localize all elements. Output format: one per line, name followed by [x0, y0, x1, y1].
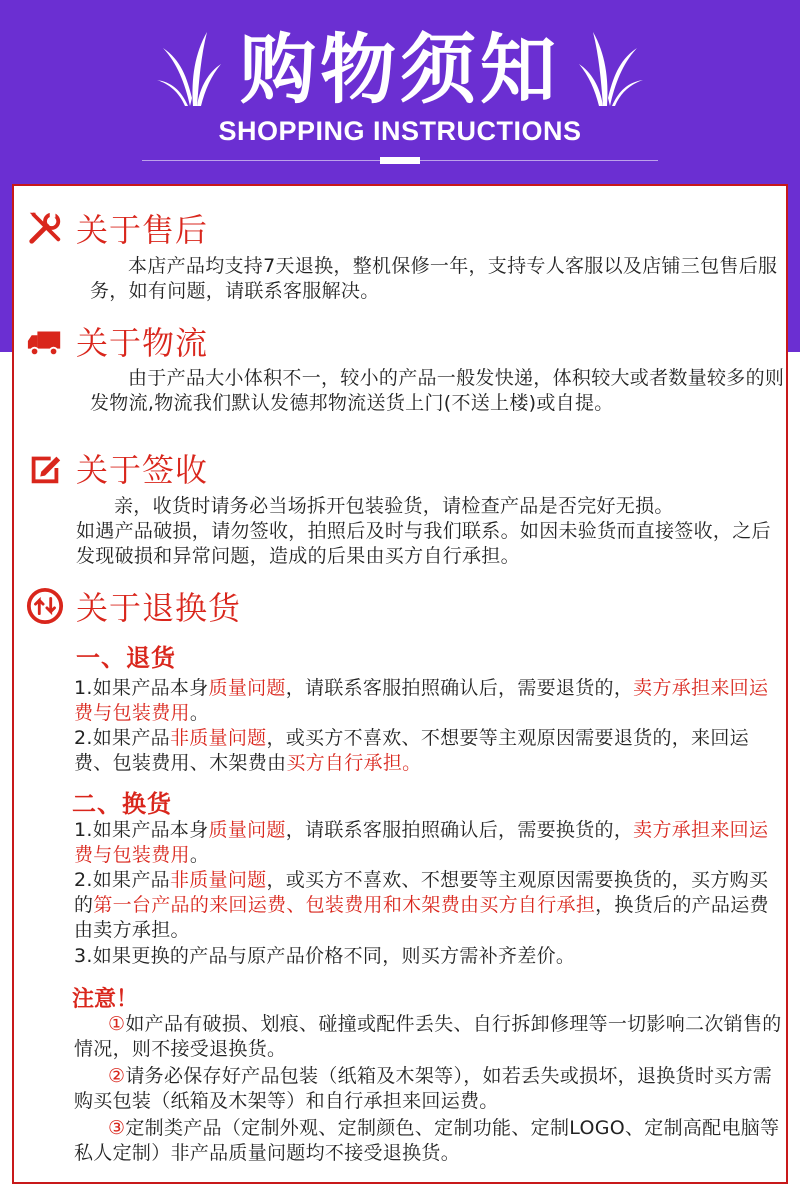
edit-sign-icon [26, 449, 64, 487]
notice-item-3: ③定制类产品（定制外观、定制颜色、定制功能、定制LOGO、定制高配电脑等私人定制）非产品质量问题均不接受退换货。 [74, 1117, 780, 1164]
refund-title: 一、退货 [76, 644, 176, 672]
notice-title: 注意！ [72, 987, 139, 1012]
page-title: 购物须知 [240, 25, 560, 114]
notice-item-2: ②请务必保存好产品包装（纸箱及木架等），如若丢失或损坏，退换货时买方需购买包装（纸箱及木架等）和自行承担来回运费。 [74, 1065, 773, 1112]
signing-text: 亲，收货时请务必当场拆开包装验货，请检查产品是否完好无损。 如遇产品破损，请勿签收，拍照后及时与我们联系。如因未验货而直接签收，之后发现破损和异常问题，造成的后果由买方自行承担。 [76, 495, 771, 567]
section-returns-title: 关于退换货 [76, 589, 242, 627]
wrench-screwdriver-icon [26, 209, 64, 247]
instructions-card [12, 184, 788, 1184]
exchange-item-3: 3.如果更换的产品与原产品价格不同，则买方需补齐差价。 [74, 945, 576, 967]
after-sales-text: 本店产品均支持7天退换，整机保修一年，支持专人客服以及店铺三包售后服务，如有问题，请联系客服解决。 [90, 255, 778, 302]
exchange-title: 二、换货 [72, 790, 172, 818]
section-signing-header [26, 446, 208, 490]
exchange-item-1: 1.如果产品本身质量问题，请联系客服拍照确认后，需要换货的，卖方承担来回运费与包装费用。 [74, 819, 769, 866]
truck-icon [26, 322, 64, 360]
section-logistics-header [26, 319, 208, 363]
exchange-arrows-icon [26, 587, 64, 625]
section-after-sales-header [26, 206, 208, 250]
section-after-sales-title: 关于售后 [76, 211, 209, 249]
page-subtitle: SHOPPING INSTRUCTIONS [218, 116, 582, 146]
logistics-text: 由于产品大小体积不一，较小的产品一般发快递，体积较大或者数量较多的则发物流,物流我们默认发德邦物流送货上门(不送上楼)或自提。 [90, 367, 785, 414]
page-header [0, 0, 800, 180]
section-returns-header [26, 584, 241, 628]
notice-item-1: ①如产品有破损、划痕、碰撞或配件丢失、自行拆卸修理等一切影响二次销售的情况，则不接受退换货。 [74, 1013, 782, 1060]
refund-item-2: 2.如果产品非质量问题，或买方不喜欢、不想要等主观原因需要退货的，来回运费、包装费用、木架费由买方自行承担。 [74, 727, 749, 774]
exchange-item-2: 2.如果产品非质量问题，或买方不喜欢、不想要等主观原因需要换货的，买方购买的第一台产品的来回运费、包装费用和木架费由买方自行承担，换货后的产品运费由卖方承担。 [74, 869, 769, 941]
section-logistics-title: 关于物流 [76, 324, 209, 362]
header-divider-accent [380, 157, 420, 164]
section-signing-title: 关于签收 [76, 451, 209, 489]
refund-item-1: 1.如果产品本身质量问题，请联系客服拍照确认后，需要退货的，卖方承担来回运费与包装费用。 [74, 677, 769, 724]
